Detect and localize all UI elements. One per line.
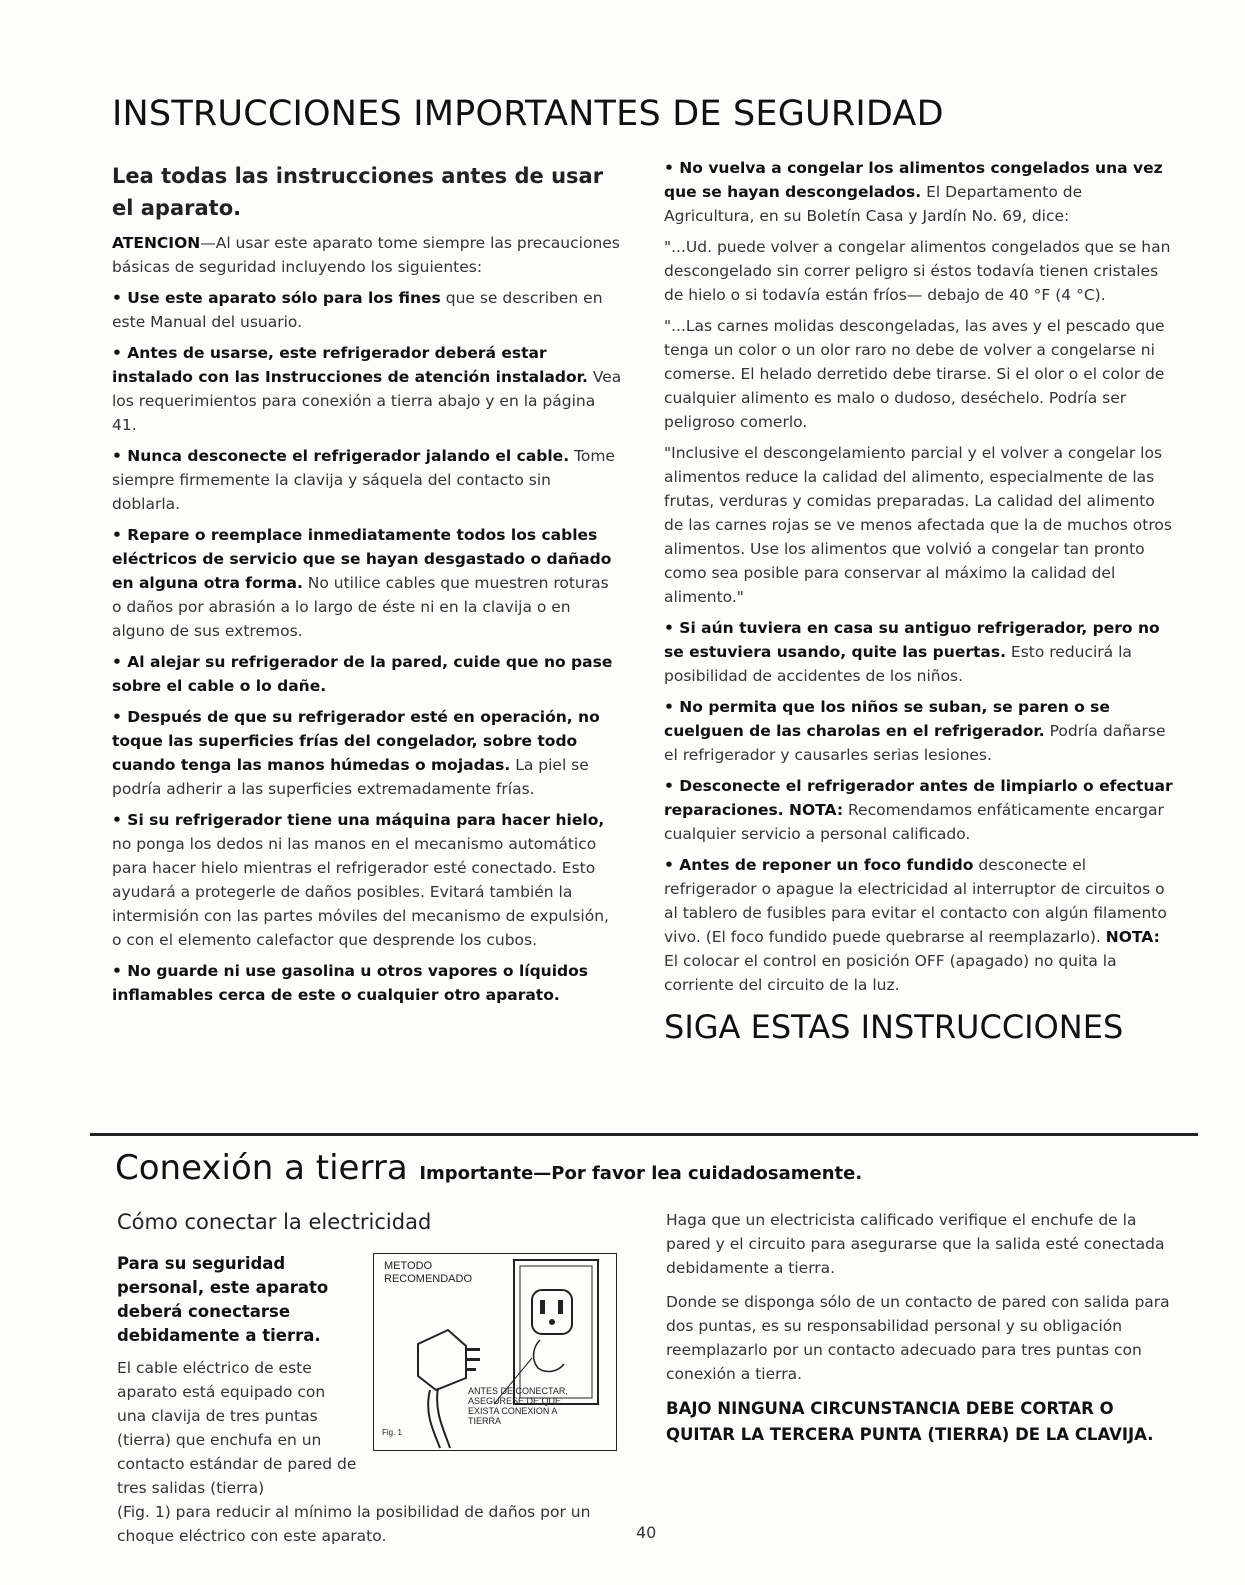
safety-item: ATENCION—Al usar este aparato tome siempre las precauciones básicas de seguridad incluyendo los siguientes:: [112, 234, 620, 276]
two-prong-paragraph: Donde se disponga sólo de un contacto de pared con salida para dos puntas, es su responsabilidad personal y su obligación reemplazarlo por un contacto adecuado para tres puntas con conexión a tierra.: [666, 1293, 1170, 1383]
safety-item: • No guarde ni use gasolina u otros vapores o líquidos inflamables cerca de este o cualquier otro aparato.: [112, 962, 588, 1004]
safety-item: • Antes de reponer un foco fundido desconecte el refrigerador o apague la electricidad al interruptor de circuitos o al tablero de fusibles para evitar el contacto con algún filamento vivo. (El foco fundido puede quebrarse al reemplazarlo). NOTA: El colocar el control en posición OFF (apagado) no quita la corriente del circuito de la luz.: [664, 856, 1167, 994]
page-number: 40: [636, 1523, 657, 1542]
follow-instructions-heading: SIGA ESTAS INSTRUCCIONES: [664, 1008, 1124, 1046]
safety-item: • Después de que su refrigerador esté en operación, no toque las superficies frías del congelador, sobre todo cuando tenga las manos húmedas o mojadas. La piel se podría adherir a las superficies extremadamente frías.: [112, 708, 600, 798]
safety-item: • Si aún tuviera en casa su antiguo refrigerador, pero no se estuviera usando, quite las puertas. Esto reducirá la posibilidad de accidentes de los niños.: [664, 619, 1160, 685]
cord-description: El cable eléctrico de este aparato está equipado con una clavija de tres puntas (tierra) que enchufa en un contacto estándar de pared de tres salidas (tierra): [117, 1359, 357, 1497]
electricity-subheading: Cómo conectar la electricidad: [117, 1210, 432, 1234]
figure-number: Fig. 1: [382, 1428, 403, 1437]
section-divider: [90, 1133, 1198, 1136]
safety-item: • Al alejar su refrigerador de la pared, cuide que no pase sobre el cable o lo dañe.: [112, 653, 613, 695]
recommended-method-label: METODO RECOMENDADO: [384, 1260, 473, 1285]
left-column: [112, 160, 622, 1014]
grounding-right-text: [666, 1208, 1171, 1458]
safety-item: • No permita que los niños se suban, se paren o se cuelguen de las charolas en el refrigerador. Podría dañarse el refrigerador y causarles serias lesiones.: [664, 698, 1166, 764]
lead-heading: Lea todas las instrucciones antes de usar el aparato.: [112, 164, 604, 220]
figure-caption: ANTES DE CONECTAR, ASEGURESE DE QUE EXISTA CONEXION A TIERRA: [468, 1386, 568, 1426]
cord-description-continued: (Fig. 1) para reducir al mínimo la posibilidad de daños por un choque eléctrico con este aparato.: [117, 1503, 591, 1545]
grounding-section-title: Conexión a tierra Importante—Por favor lea cuidadosamente.: [115, 1148, 863, 1188]
quote-paragraph: "...Las carnes molidas descongeladas, las aves y el pescado que tenga un color o un olor raro no debe de volver a congelarse ni comerse. El helado derretido debe tirarse. Si el olor o el color de cualquier alimento es malo o dudoso, deséchelo. Podría ser peligroso comerlo.: [664, 317, 1165, 431]
safety-item: • Use este aparato sólo para los fines que se describen en este Manual del usuario.: [112, 289, 603, 331]
grounding-warning: BAJO NINGUNA CIRCUNSTANCIA DEBE CORTAR O QUITAR LA TERCERA PUNTA (TIERRA) DE LA CLAVIJA.: [666, 1399, 1154, 1444]
safety-item: • Repare o reemplace inmediatamente todos los cables eléctricos de servicio que se hayan desgastado o dañado en alguna otra forma. No utilice cables que muestren roturas o daños por abrasión a lo largo de éste ni en la clavija o en alguno de sus extremos.: [112, 526, 612, 640]
safety-item: • Desconecte el refrigerador antes de limpiarlo o efectuar reparaciones. NOTA: Recomendamos enfáticamente encargar cualquier servicio a personal calificado.: [664, 777, 1173, 843]
electrician-paragraph: Haga que un electricista calificado verifique el enchufe de la pared y el circuito para asegurarse que la salida esté conectada debidamente a tierra.: [666, 1211, 1165, 1277]
safety-statement: Para su seguridad personal, este aparato deberá conectarse debidamente a tierra.: [117, 1254, 329, 1345]
safety-item: • Nunca desconecte el refrigerador jalando el cable. Tome siempre firmemente la clavija y sáquela del contacto sin doblarla.: [112, 447, 615, 513]
safety-item: • Si su refrigerador tiene una máquina para hacer hielo, no ponga los dedos ni las manos en el mecanismo automático para hacer hielo mientras el refrigerador esté conectado. Esto ayudará a protegerle de daños posibles. Evitará también la intermisión con las partes móviles del mecanismo de expulsión, o con el elemento calefactor que desprende los cubos.: [112, 811, 609, 949]
right-column: [664, 156, 1174, 1054]
quote-paragraph: "Inclusive el descongelamiento parcial y el volver a congelar los alimentos reduce la calidad del alimento, especialmente de las frutas, verduras y comidas preparadas. La calidad del alimento de las carnes rojas se ve menos afectada que la de muchos otros alimentos. Use los alimentos que volvió a congelar tan pronto como sea posible para conservar al máximo la calidad del alimento.": [664, 444, 1172, 606]
safety-item: • No vuelva a congelar los alimentos congelados una vez que se hayan descongelados. El Departamento de Agricultura, en su Boletín Casa y Jardín No. 69, dice:: [664, 159, 1163, 225]
page-title: INSTRUCCIONES IMPORTANTES DE SEGURIDAD: [112, 94, 944, 134]
safety-item: • Antes de usarse, este refrigerador deberá estar instalado con las Instrucciones de atención instalador. Vea los requerimientos para conexión a tierra abajo y en la página 41.: [112, 344, 622, 434]
quote-paragraph: "...Ud. puede volver a congelar alimentos congelados que se han descongelado sin correr peligro si éstos todavía tienen cristales de hielo o si todavía están fríos— debajo de 40 °F (4 °C).: [664, 238, 1171, 304]
grounding-figure: [373, 1253, 617, 1451]
